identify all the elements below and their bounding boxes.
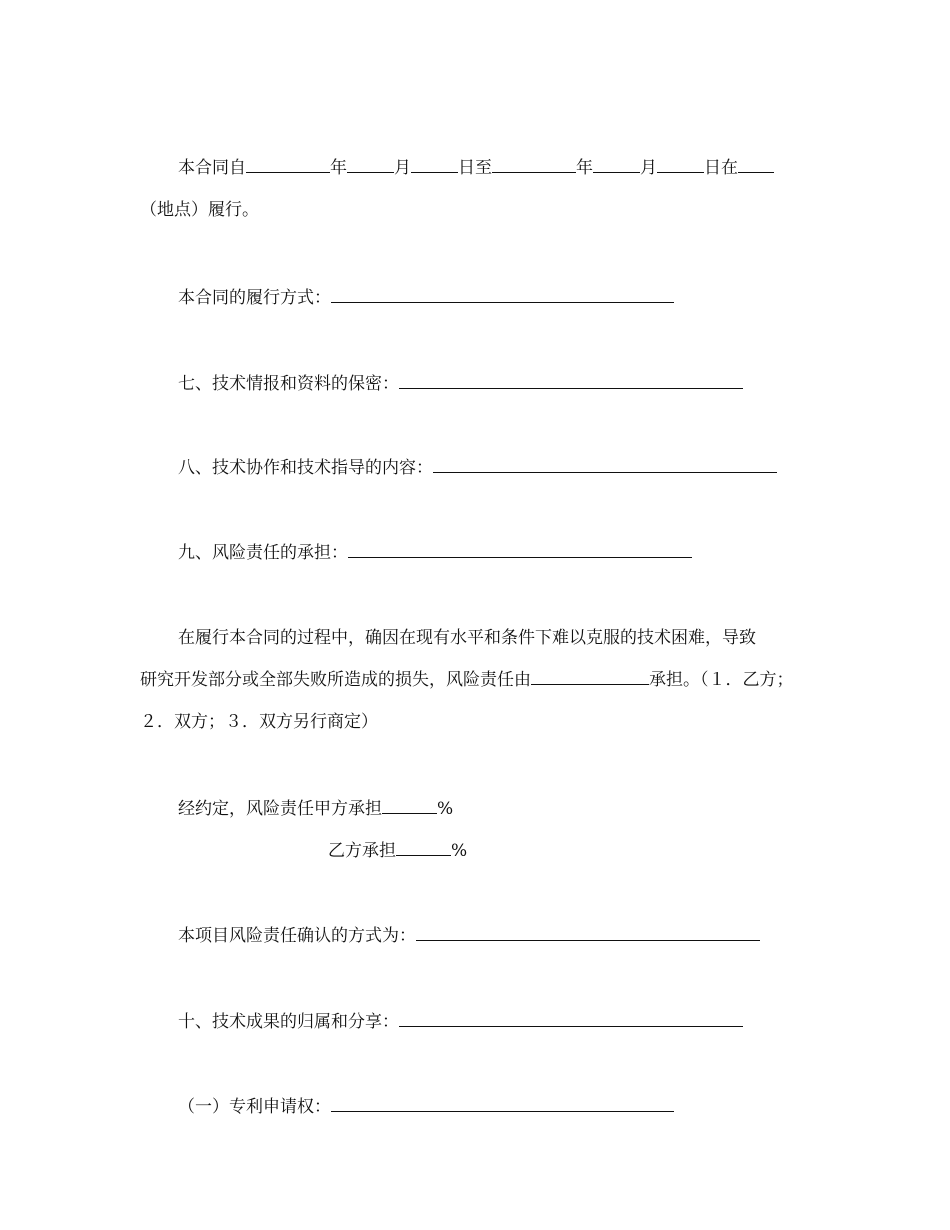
start-year-label: 年 <box>330 158 347 178</box>
patent-right-blank[interactable] <box>331 1095 674 1112</box>
end-month-label: 月 <box>640 158 657 178</box>
risk-confirm-line <box>178 924 760 947</box>
section-7-blank[interactable] <box>399 372 743 389</box>
patent-right-line <box>178 1095 674 1118</box>
section-8-label: 八、技术协作和技术指导的内容： <box>178 458 433 478</box>
performance-method-label: 本合同的履行方式： <box>178 288 331 308</box>
section-7-line <box>178 372 743 395</box>
risk-confirm-blank[interactable] <box>416 924 760 941</box>
end-year-label: 年 <box>576 158 593 178</box>
section-8-blank[interactable] <box>433 456 777 473</box>
party-b-percent: % <box>451 841 468 861</box>
risk-paragraph-line-3: ２．双方；３．双方另行商定） <box>140 712 378 732</box>
risk-confirm-label: 本项目风险责任确认的方式为： <box>178 926 416 946</box>
start-year-blank[interactable] <box>246 156 330 173</box>
start-month-label: 月 <box>394 158 411 178</box>
section-10-line <box>178 1010 743 1033</box>
party-a-percent: % <box>437 799 454 819</box>
party-a-share-label: 经约定，风险责任甲方承担 <box>178 799 382 819</box>
performance-method-blank[interactable] <box>331 286 674 303</box>
patent-right-label: （一）专利申请权： <box>178 1097 331 1117</box>
day-to-label: 日至 <box>458 158 492 178</box>
end-year-blank[interactable] <box>492 156 576 173</box>
section-9-line <box>178 541 692 564</box>
risk-bearer-prefix: 研究开发部分或全部失败所造成的损失，风险责任由 <box>140 670 531 690</box>
section-10-blank[interactable] <box>399 1010 743 1027</box>
party-a-share-line <box>178 797 453 820</box>
section-9-label: 九、风险责任的承担： <box>178 543 348 563</box>
start-month-blank[interactable] <box>347 156 394 173</box>
risk-paragraph-line-2 <box>140 668 794 691</box>
section-7-label: 七、技术情报和资料的保密： <box>178 374 399 394</box>
end-day-blank[interactable] <box>657 156 704 173</box>
party-b-share-blank[interactable] <box>396 839 451 856</box>
place-blank[interactable] <box>738 156 774 173</box>
start-day-blank[interactable] <box>411 156 458 173</box>
section-10-label: 十、技术成果的归属和分享： <box>178 1012 399 1032</box>
section-8-line <box>178 456 777 479</box>
risk-paragraph-line-1: 在履行本合同的过程中，确因在现有水平和条件下难以克服的技术困难，导致 <box>178 628 756 648</box>
risk-bearer-blank[interactable] <box>531 668 649 685</box>
section-9-blank[interactable] <box>348 541 692 558</box>
performance-method-line <box>178 286 674 309</box>
performance-prefix: 本合同自 <box>178 158 246 178</box>
performance-period-line <box>178 156 774 179</box>
party-b-share-label: 乙方承担 <box>328 841 396 861</box>
party-b-share-line <box>328 839 467 862</box>
performance-place-line: （地点）履行。 <box>140 200 259 220</box>
day-at-label: 日在 <box>704 158 738 178</box>
risk-bearer-suffix: 承担。（１．乙方； <box>649 670 794 690</box>
end-month-blank[interactable] <box>593 156 640 173</box>
party-a-share-blank[interactable] <box>382 797 437 814</box>
